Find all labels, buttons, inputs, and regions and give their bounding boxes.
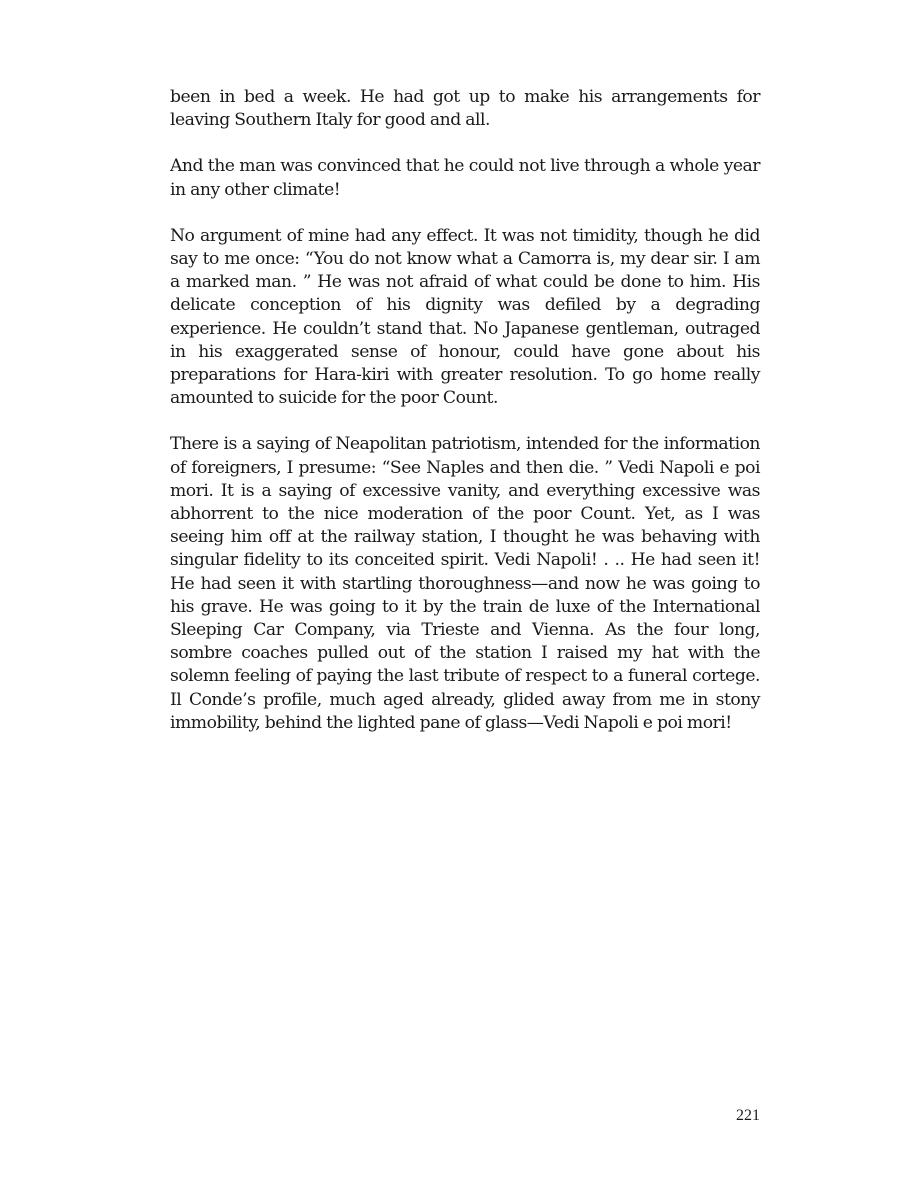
paragraph-4: There is a saying of Neapolitan patriotism, intended for the information of foreigners, I presume: “See Naples and then die. ” Vedi Napoli e poi mori. It is a saying of excessive vanity, and everything excessive was abhorrent to the nice moderation of the poor Count. Yet, as I was seeing him off at the railway station, I thought he was behaving with singular fidelity to its conceited spirit. Vedi Napoli! . .. He had seen it! He had seen it with startling thoroughness—and now he was going to his grave. He was going to it by the train de luxe of the International Sleeping Car Company, via Trieste and Vienna. As the four long, sombre coaches pulled out of the station I raised my hat with the solemn feeling of paying the last tribute of respect to a funeral cortege. Il Conde’s profile, much aged already, glided away from me in stony immobility, behind the lighted pane of glass—Vedi Napoli e poi mori! [170, 434, 760, 733]
paragraph-1: been in bed a week. He had got up to make his arrangements for leaving Southern Italy for good and all. [170, 87, 760, 131]
page-number: 221 [736, 1107, 760, 1124]
body-text [170, 86, 760, 758]
paragraph-3: No argument of mine had any effect. It was not timidity, though he did say to me once: “You do not know what a Camorra is, my dear sir. I am a marked man. ” He was not afraid of what could be done to him. His delicate conception of his dignity was defiled by a degrading experience. He couldn’t stand that. No Japanese gentleman, outraged in his exaggerated sense of honour, could have gone about his preparations for Hara-kiri with greater resolution. To go home really amounted to suicide for the poor Count. [170, 225, 760, 409]
paragraph-2: And the man was convinced that he could not live through a whole year in any other climate! [170, 156, 760, 200]
